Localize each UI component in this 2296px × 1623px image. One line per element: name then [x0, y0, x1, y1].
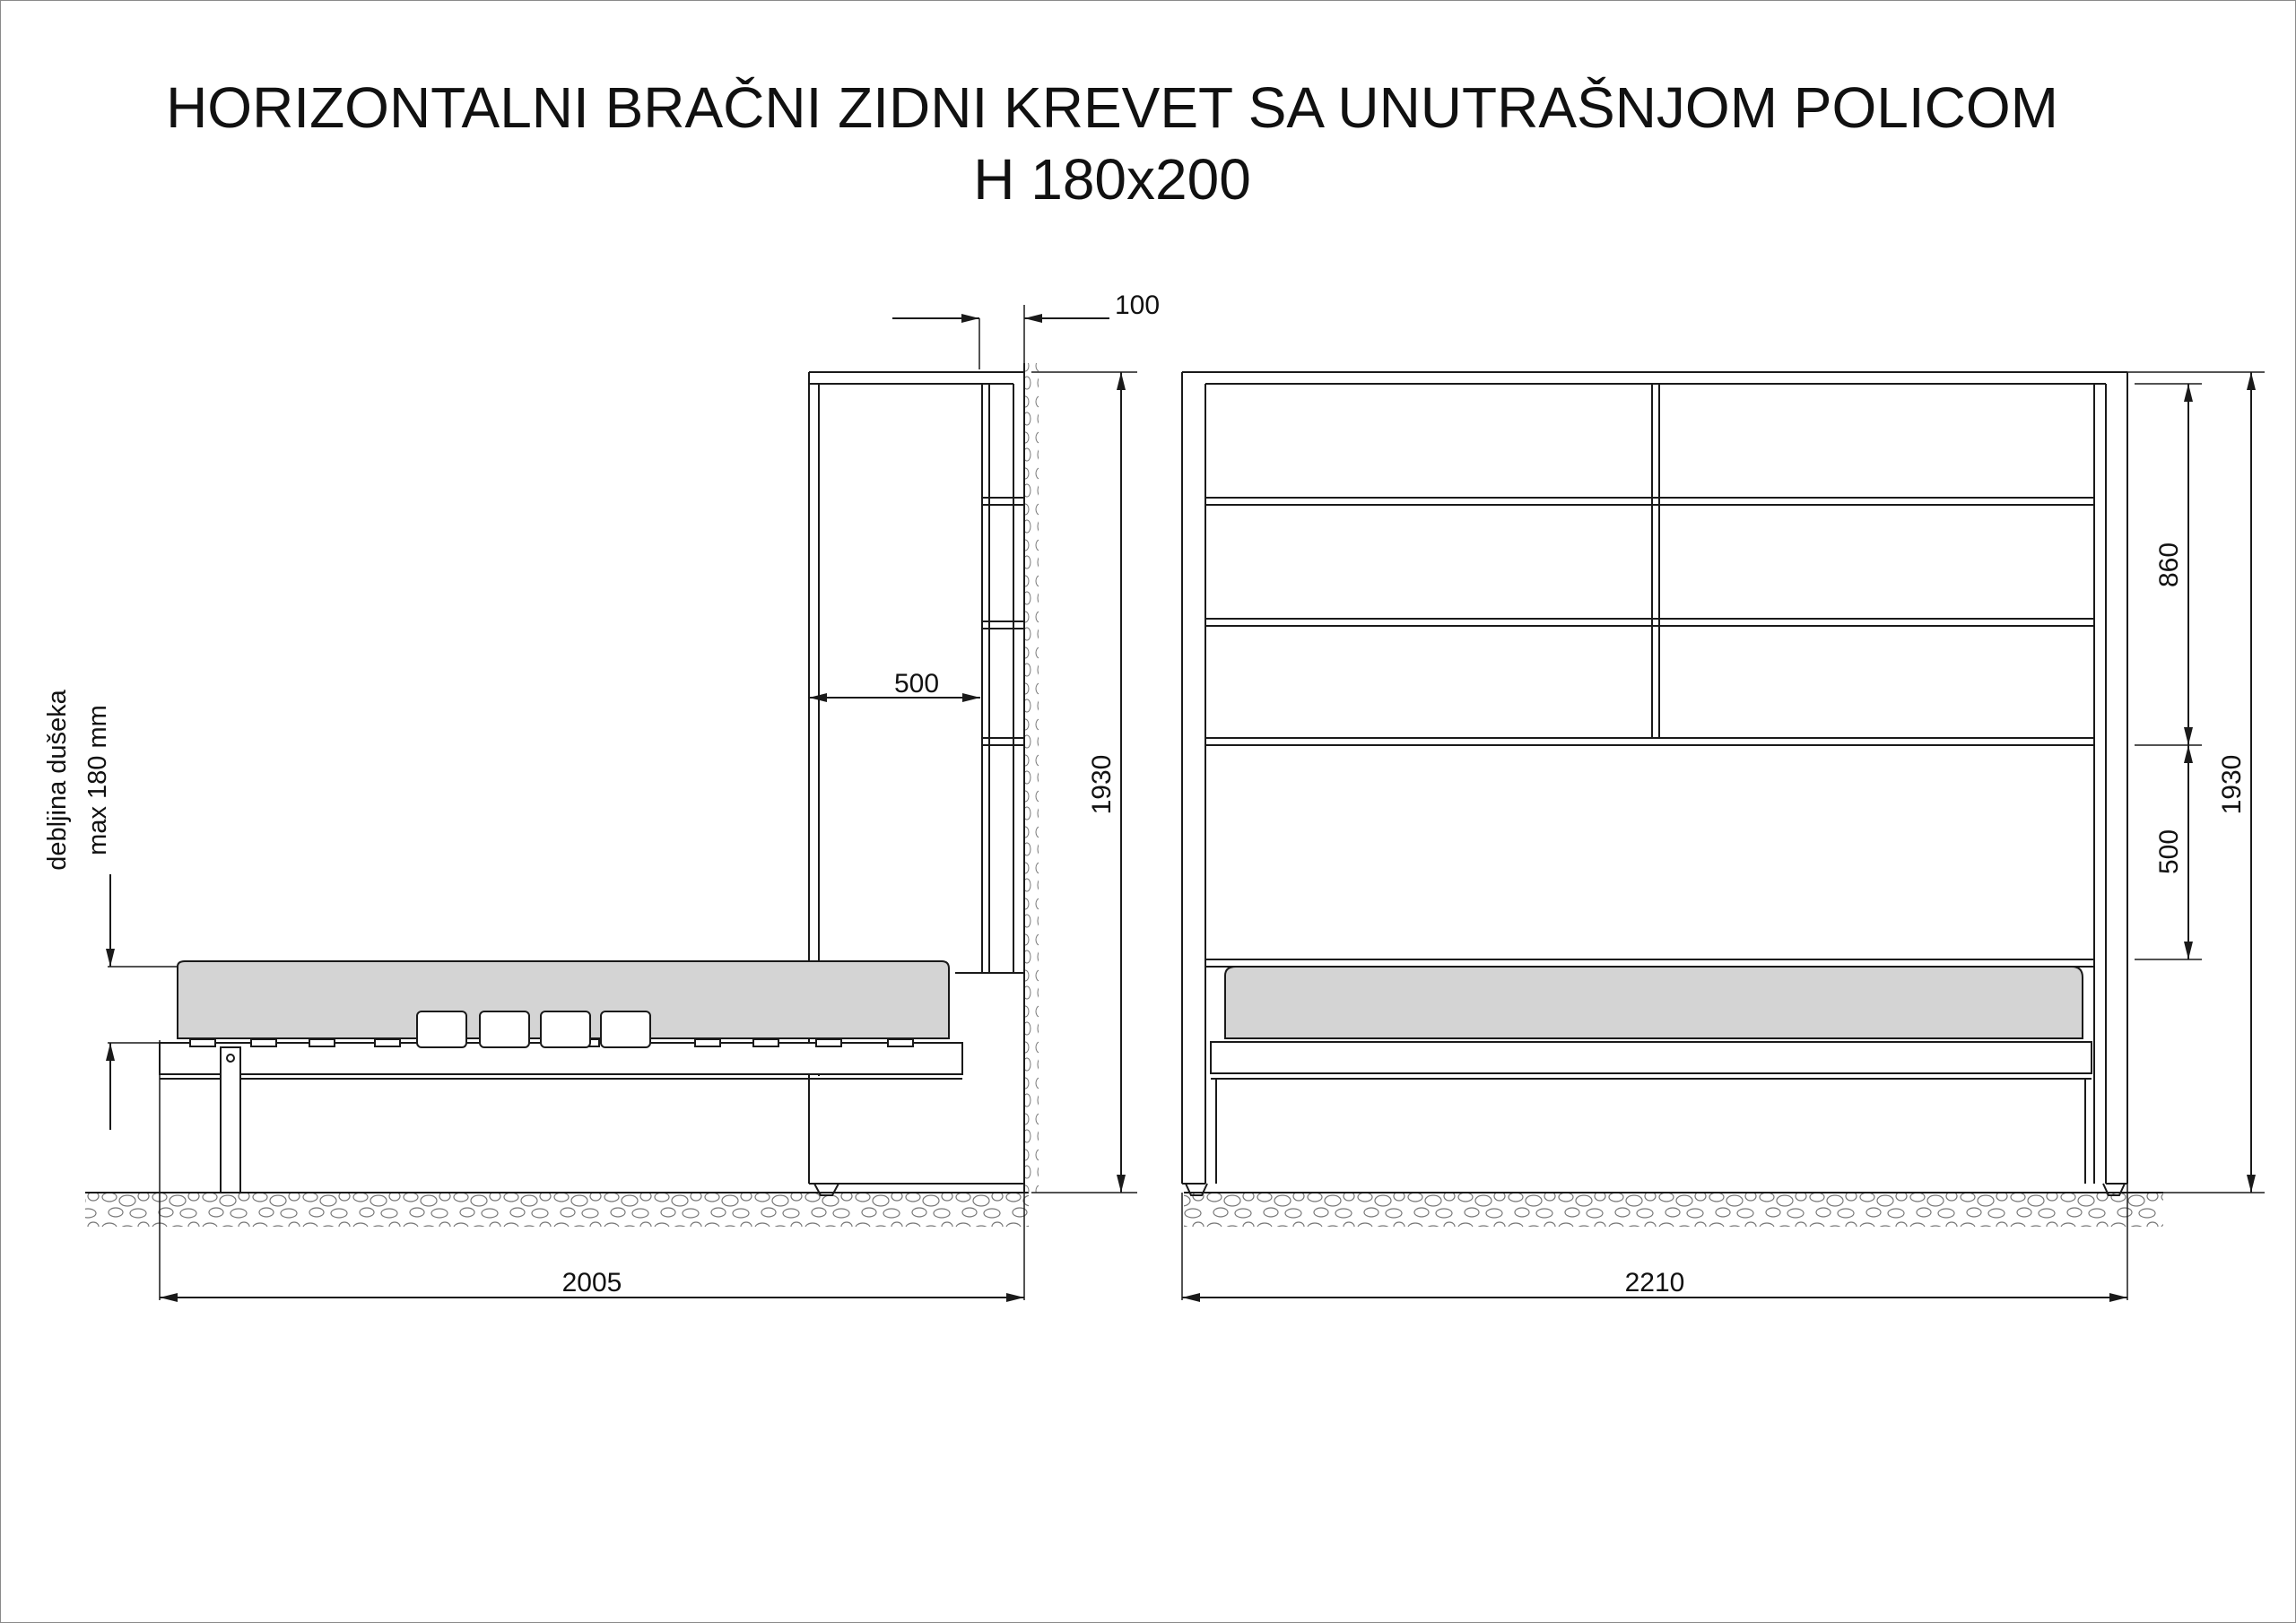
side-bed-leg [221, 1047, 240, 1193]
dim-gap-height-label: 500 [2154, 829, 2184, 875]
front-view [1182, 372, 2265, 1300]
side-view [85, 305, 1137, 1300]
title-line-1: HORIZONTALNI BRAČNI ZIDNI KREVET SA UNUTRAŠNJOM POLICOM [166, 75, 2058, 140]
dim-width-label: 2210 [1624, 1268, 1685, 1298]
front-bed-frame [1211, 1042, 2092, 1073]
dim-length-label: 2005 [561, 1268, 622, 1298]
front-floor-hatch [1184, 1193, 2163, 1227]
front-mattress [1225, 967, 2083, 1038]
side-floor-hatch [85, 1193, 1029, 1227]
dim-front-height-label: 1930 [2217, 754, 2247, 815]
front-shelves [1205, 384, 2094, 745]
mattress-note-line-2: max 180 mm [83, 705, 112, 855]
mattress-note-line-1: debljina dušeka [43, 690, 72, 871]
dim-side-height-label: 1930 [1087, 754, 1117, 815]
dim-shelf-depth-label: 500 [893, 669, 940, 699]
dim-wall-gap-label: 100 [1114, 291, 1161, 320]
title-line-2: H 180x200 [973, 147, 1251, 212]
dim-shelves-height-label: 860 [2154, 542, 2184, 588]
side-wall-hatch [1024, 363, 1039, 1193]
